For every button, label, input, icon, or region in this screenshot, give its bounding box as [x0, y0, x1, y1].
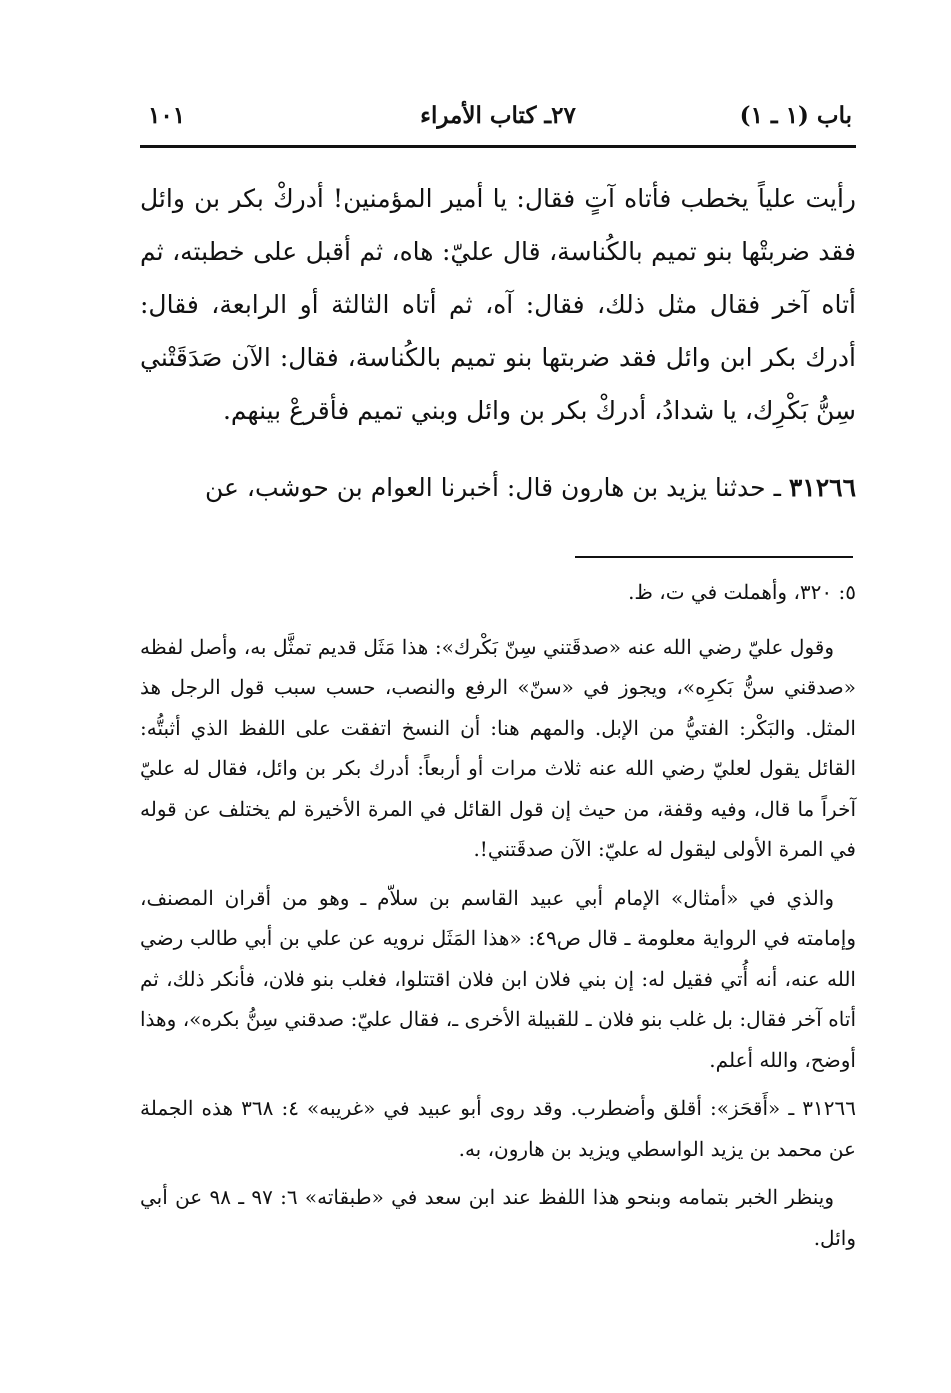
main-paragraph: رأيت علياً يخطب فأتاه آتٍ فقال: يا أمير المؤمنين! أدركْ بكر بن وائل فقد ضربتْها بنو تميم بالكُناسة، قال عليّ: هاه، ثم أقبل على خطبته، ثم أتاه آخر فقال مثل ذلك، فقال: آه، ثم أتاه الثالثة أو الرابعة، فقال: أدرك بكر ابن وائل فقد ضربتها بنو تميم بالكُناسة، فقال: الآن صَدَقَتْني سِنُّ بَكْرِك، يا شدادُ، أدركْ بكر بن وائل وبني تميم فأقرعْ بينهم. [140, 184, 856, 425]
header-rule [140, 145, 856, 148]
hadith-number: ٣١٢٦٦ [788, 473, 856, 502]
page-number: ١٠١ [148, 102, 186, 129]
chapter-title: باب (١ ـ ١) [739, 102, 852, 129]
footnote-paragraph-gloss [140, 1088, 856, 1169]
footnote-paragraph-abu-ubaid: والذي في «أمثال» الإمام أبي عبيد القاسم بن سلاّم ـ وهو من أقران المصنف، وإمامته في الرواية معلومة ـ قال ص٤٩: «هذا المَثَل نرويه عن علي بن أبي طالب رضي الله عنه، أنه أُتي فقيل له: إن بني فلان ابن فلان اقتتلوا، فغلب بنو فلان، فأنكر ذلك، ثم أتاه آخر فقال: بل غلب بنو فلان ـ للقبيلة الأخرى ـ، فقال عليّ: صدقني سِنُّ بكره»، وهذا أوضح، والله أعلم. [140, 885, 857, 1072]
footnotes [140, 572, 856, 1258]
footnote-paragraph-ibn-saad: وينظر الخبر بتمامه وبنحو هذا اللفظ عند ابن سعد في «طبقاته» ٦: ٩٧ ـ ٩٨ عن أبي وائل. [140, 1185, 856, 1250]
footnote-paragraph-proverb: وقول عليّ رضي الله عنه «صدقَتني سِنّ بَكْرك»: هذا مَثَل قديم تمثَّل به، وأصل لفظه «صدقني سنُّ بَكرِه»، ويجوز في «سنّ» الرفع والنصب، حسب سبب قول الرجل هذ المثل. والبَكْر: الفتيُّ من الإبل. والمهم هنا: أن النسخ اتفقت على اللفظ الذي أثبتُّه: القائل يقول لعليّ رضي الله عنه ثلاث مرات أو أربعاً: أدرك بكر بن وائل، فقال له عليّ آخراً ما قال، وفيه وقفة، من حيث إن قول القائل في المرة الأخيرة لم يختلف عن قوله في المرة الأولى ليقول له عليّ: الآن صدقَتني!. [140, 634, 856, 861]
footnote-hadith-number: ٣١٢٦٦ [802, 1096, 856, 1120]
footnote-gloss-text: ـ «أَقحَز»: أقلق وأضطرب. وقد روى أبو عبيد في «غريبه» ٤: ٣٦٨ هذه الجملة عن محمد بن يزيد الواسطي ويزيد بن هارون، به. [140, 1096, 856, 1161]
hadith-text: ـ حدثنا يزيد بن هارون قال: أخبرنا العوام بن حوشب، عن [204, 473, 781, 502]
page-header [140, 92, 856, 142]
footnote-reference: ٥: ٣٢٠، وأهملت في ت، ظ. [628, 580, 856, 604]
book-title: ٢٧ـ كتاب الأمراء [420, 102, 576, 129]
main-text [140, 172, 856, 514]
hadith-paragraph [140, 461, 856, 514]
footnote-rule [575, 556, 853, 558]
